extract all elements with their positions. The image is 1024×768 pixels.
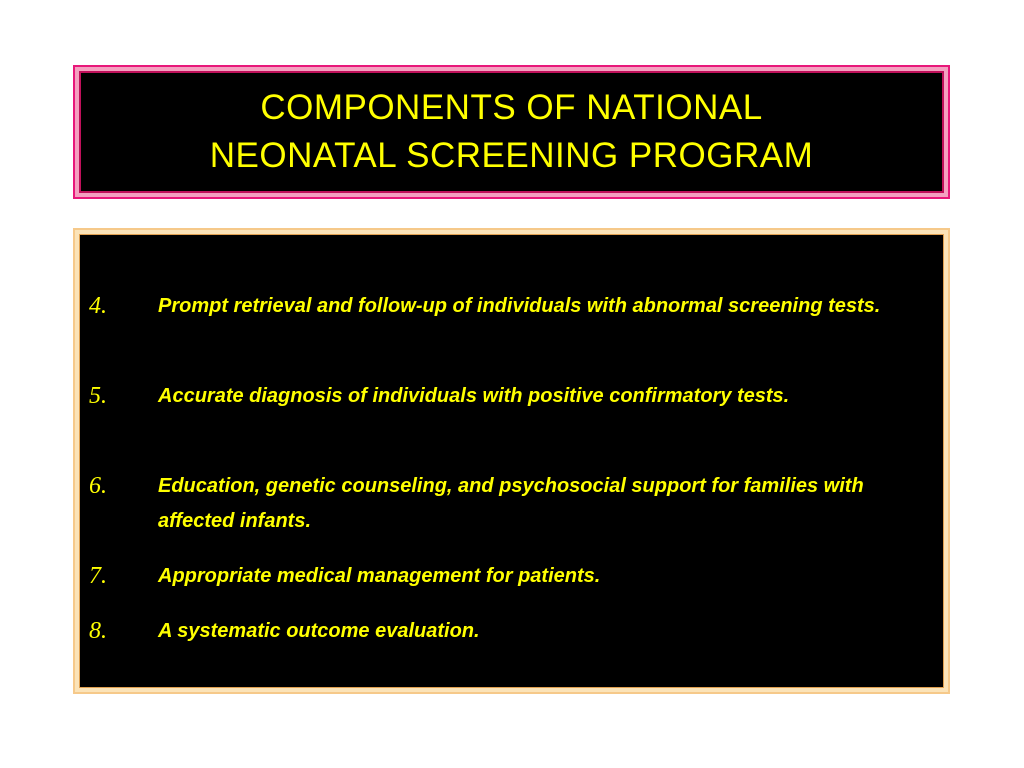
list-item-number: 7. — [89, 563, 107, 589]
list-item-text: Appropriate medical management for patients. — [158, 565, 601, 587]
list-item-number: 6. — [89, 473, 107, 499]
list-item-number: 4. — [89, 293, 107, 319]
list-item-text: Prompt retrieval and follow-up of individuals with abnormal screening tests. — [158, 295, 881, 317]
title-box — [73, 65, 950, 199]
list-item-text: Accurate diagnosis of individuals with positive confirmatory tests. — [158, 385, 790, 407]
list-item-text: Education, genetic counseling, and psychosocial support for families with affected infants. — [158, 475, 864, 532]
list-item-number: 5. — [89, 383, 107, 409]
list-item-number: 8. — [89, 618, 107, 644]
numbered-list — [75, 230, 948, 692]
content-box — [73, 228, 950, 694]
list-item-text: A systematic outcome evaluation. — [158, 620, 480, 642]
title-line-2: NEONATAL SCREENING PROGRAM — [209, 136, 814, 175]
title-line-1: COMPONENTS OF NATIONAL — [260, 88, 763, 127]
